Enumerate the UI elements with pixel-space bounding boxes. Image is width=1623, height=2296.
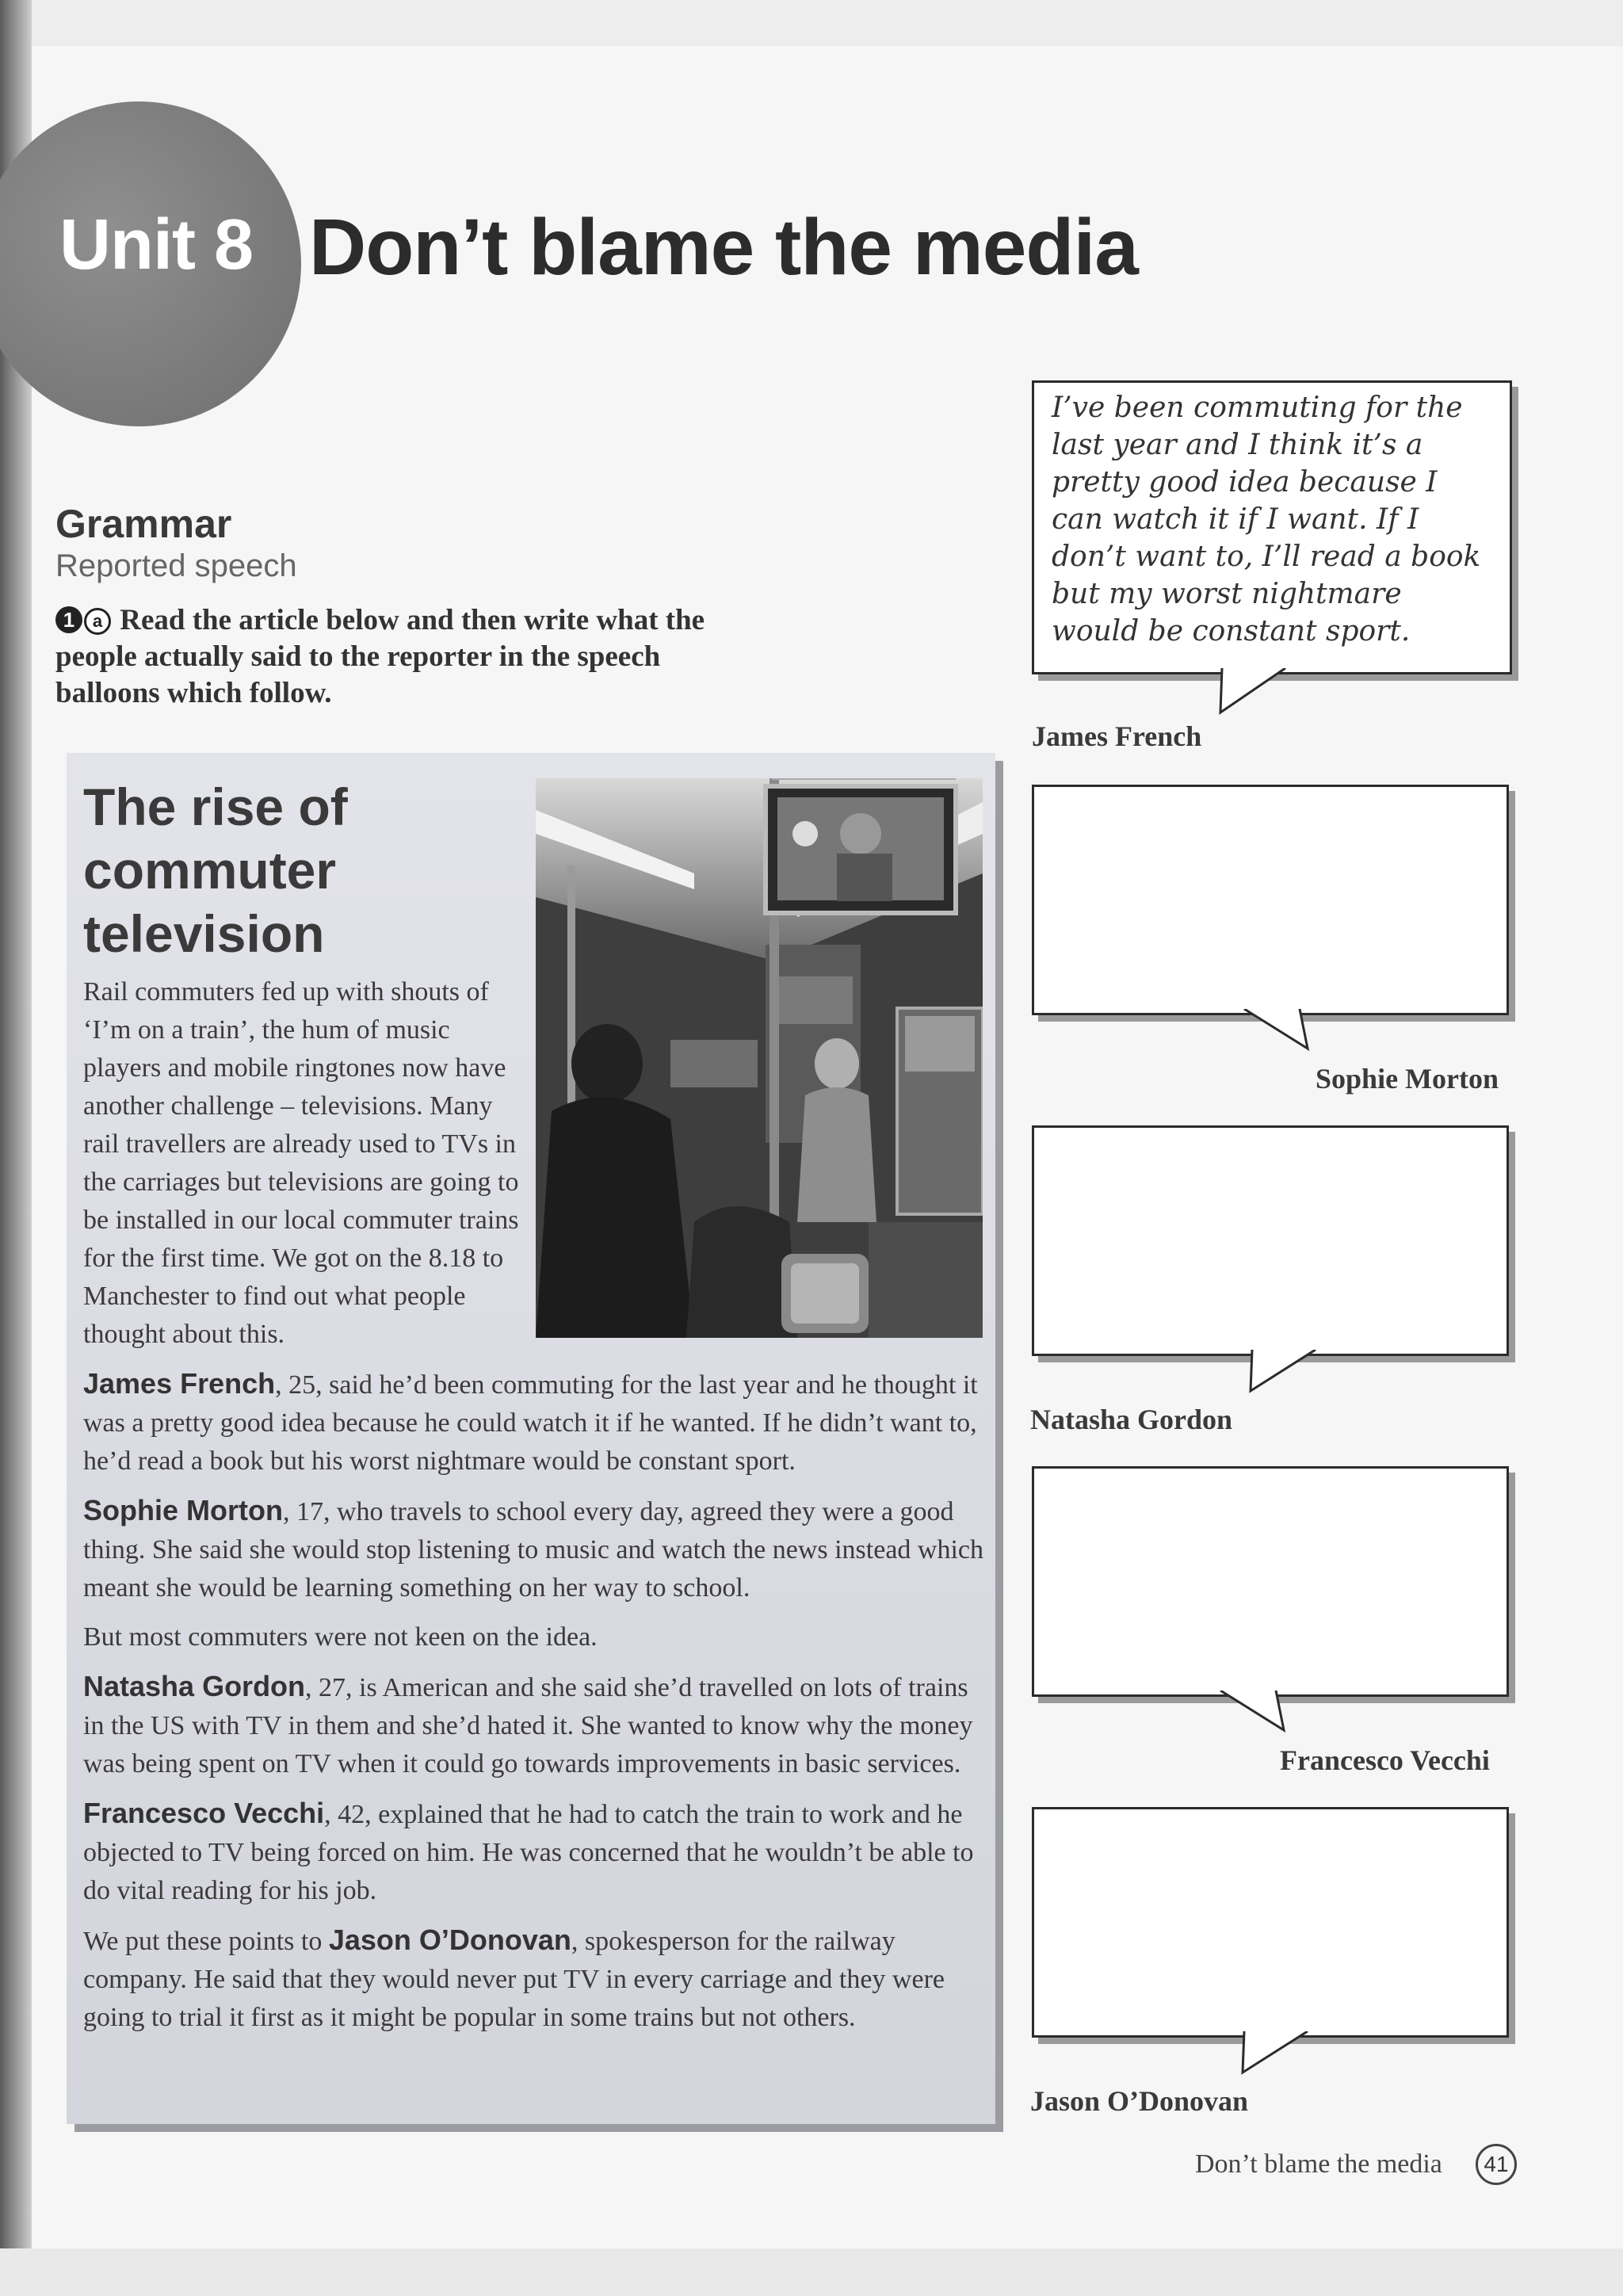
balloon-tail: [1212, 1690, 1300, 1738]
article-paragraph: [83, 1365, 987, 1480]
paragraph-text: , 27, is American and she said she’d travelled on lots of trains in the US with TV in them and she’d hated it. She wanted to know why the money was being spent on TV when it could go towards improvements in basic services.: [83, 1673, 973, 1778]
balloon-tail: [1212, 668, 1316, 716]
article-paragraph: [83, 1668, 987, 1783]
speech-balloon-francesco[interactable]: [1032, 1466, 1509, 1697]
train-photo: [536, 778, 983, 1338]
speech-balloon-jason[interactable]: [1032, 1807, 1509, 2038]
balloon-text: [1034, 1469, 1507, 1481]
speech-balloon-sophie[interactable]: [1032, 785, 1509, 1015]
balloon-speaker-name: Natasha Gordon: [1030, 1404, 1233, 1435]
paragraph-text: , 25, said he’d been commuting for the last year and he thought it was a pretty good idea because he could watch it if he wanted. If he didn’t want to, he’d read a book but his worst nightmare would be constant sport.: [83, 1370, 978, 1476]
speech-balloon-james[interactable]: [1032, 380, 1512, 674]
exercise-number-badge: 1: [55, 606, 82, 633]
bottom-margin: [0, 2248, 1623, 2296]
balloon-text: [1034, 1809, 1507, 1822]
balloon-speaker-name: Jason O’Donovan: [1030, 2085, 1249, 2117]
balloon-tail: [1228, 2031, 1331, 2079]
balloon-speaker-name: Sophie Morton: [1316, 1063, 1499, 1095]
article-paragraph: [83, 1492, 987, 1607]
article-intro-text: Rail commuters fed up with shouts of ‘I’m on a train’, the hum of music players and mobile ringtones now have another challenge – televisions. Many rail travellers are already used to TVs in the carriages but televisions are going to be installed in our local commuter trains for the first time. We got on the 8.18 to Manchester to find out what people thought about this.: [83, 977, 519, 1349]
exercise-part-badge: a: [84, 608, 111, 635]
paragraph-text: We put these points to: [83, 1927, 329, 1956]
paragraph-text: , spokesperson for the railway company. He said that they would never put TV in every carriage and they were going to trial it first as it might be popular in some trains but not others.: [83, 1927, 945, 2032]
train-interior-image: [536, 778, 983, 1338]
balloon-speaker-name: Francesco Vecchi: [1280, 1744, 1490, 1776]
balloon-text: [1034, 787, 1507, 800]
balloon-text: [1034, 1128, 1507, 1140]
speaker-name: Francesco Vecchi: [83, 1797, 325, 1829]
balloon-tail: [1236, 1350, 1339, 1397]
speech-balloon-natasha[interactable]: [1032, 1125, 1509, 1356]
paragraph-text: , 42, explained that he had to catch the train to work and he objected to TV being forced on him. He was concerned that he wouldn’t be able to do vital reading for his job.: [83, 1800, 974, 1905]
exercise-instruction: [55, 602, 705, 712]
balloon-text: I’ve been commuting for the last year and I think it’s a pretty good idea because I can watch it if I want. If I don’t want to, I’ll read a book but my worst nightmare would be constant sport.: [1052, 392, 1481, 648]
instruction-text: Read the article below and then write what the people actually said to the reporter in the speech balloons which follow.: [55, 604, 705, 709]
running-footer: Don’t blame the media: [1195, 2149, 1442, 2179]
balloon-tail: [1236, 1009, 1323, 1056]
speaker-name: Natasha Gordon: [83, 1670, 306, 1702]
balloon-speaker-name: James French: [1032, 720, 1202, 752]
article-paragraph: [83, 1618, 987, 1656]
speaker-name: Jason O’Donovan: [328, 1924, 571, 1956]
section-heading: Grammar: [55, 502, 232, 546]
article-intro: [83, 973, 527, 1365]
article-paragraph: [83, 1794, 987, 1910]
paragraph-text: But most commuters were not keen on the idea.: [83, 1622, 598, 1652]
speaker-name: Sophie Morton: [83, 1494, 283, 1526]
article-paragraph: [83, 1921, 987, 2037]
page-title: Don’t blame the media: [309, 203, 1138, 292]
article-title: The rise of commuter television: [83, 777, 348, 963]
page-number: 41: [1476, 2144, 1517, 2185]
paragraph-text: , 17, who travels to school every day, agreed they were a good thing. She said she would stop listening to music and watch the news instead which meant she would be learning something on her way to school.: [83, 1497, 984, 1603]
section-subheading: Reported speech: [55, 548, 297, 583]
top-margin: [0, 0, 1623, 46]
speaker-name: James French: [83, 1367, 276, 1400]
unit-label: Unit 8: [59, 205, 254, 285]
article-body: [83, 1365, 987, 2048]
